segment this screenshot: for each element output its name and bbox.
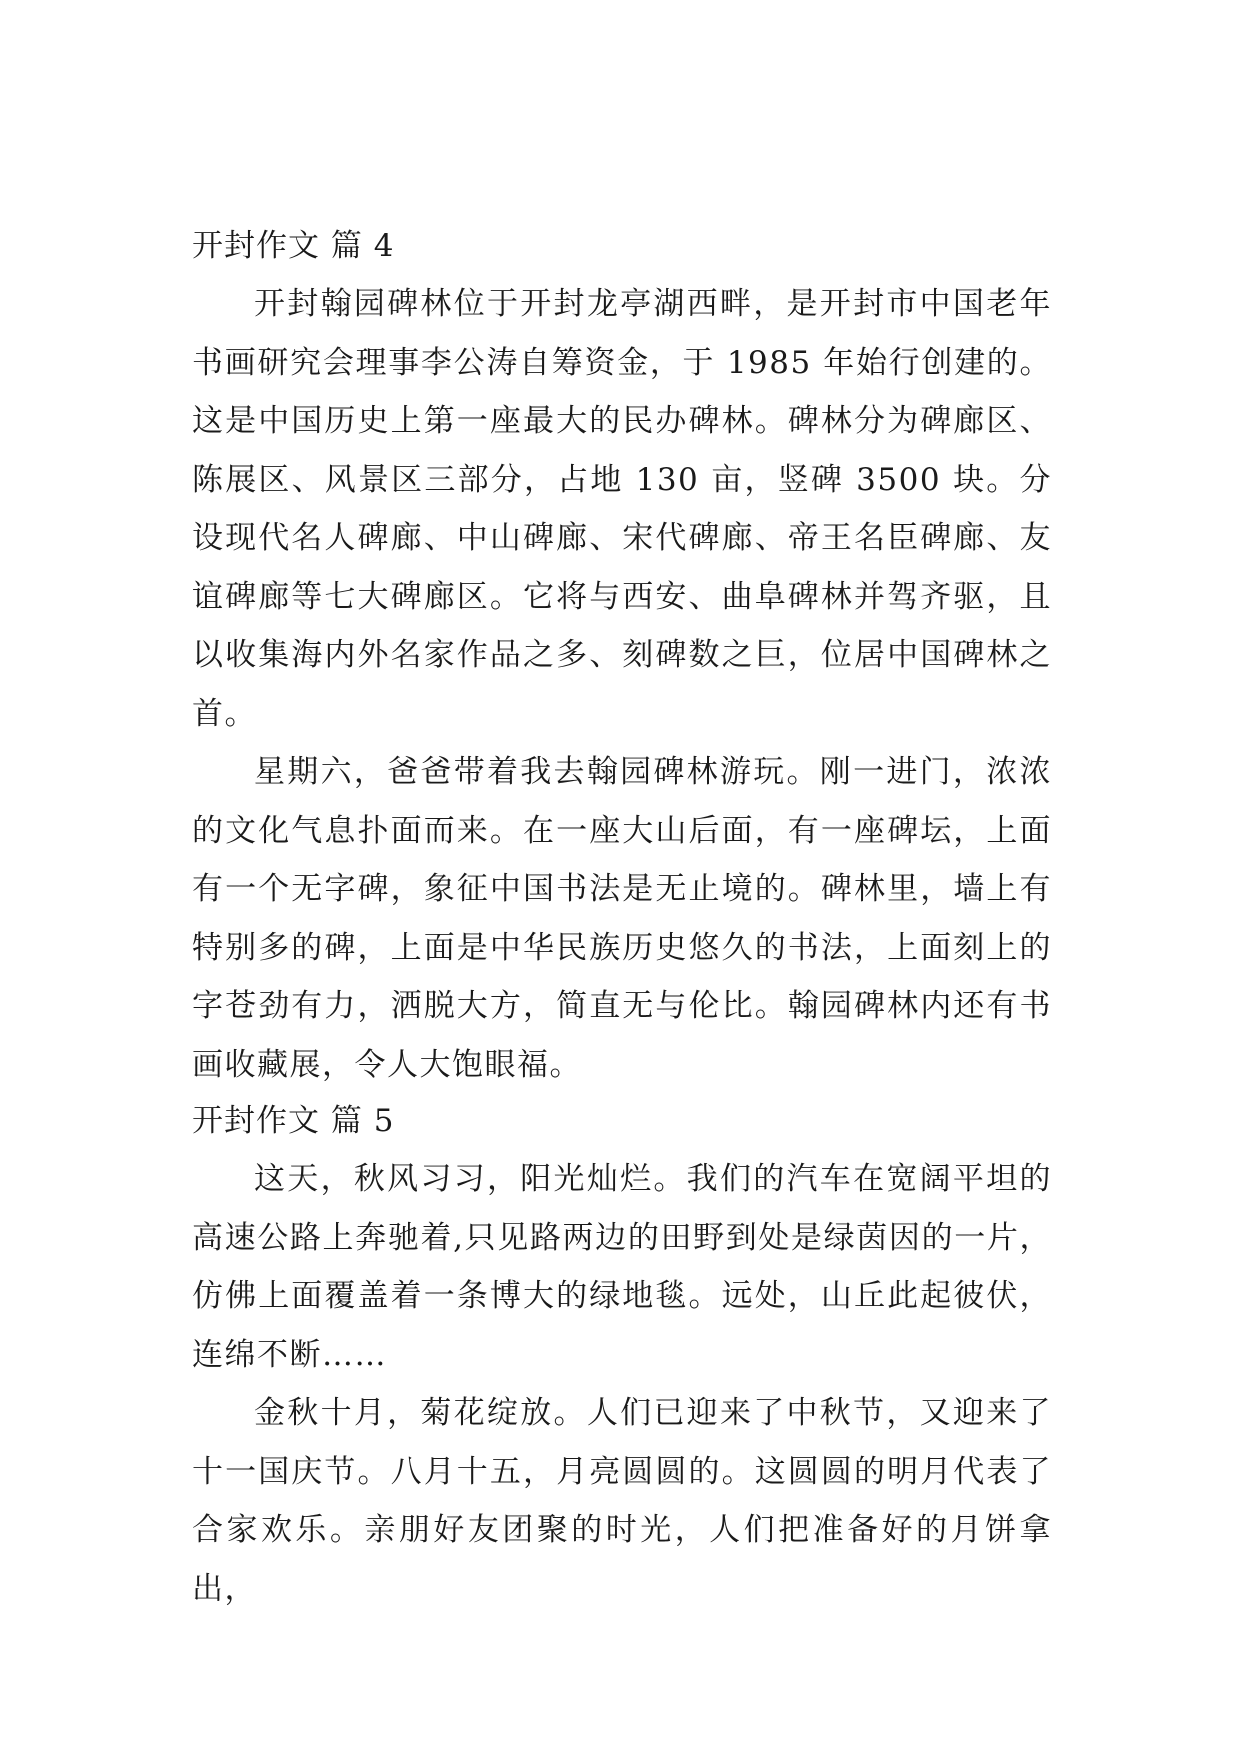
paragraph: 星期六，爸爸带着我去翰园碑林游玩。刚一进门，浓浓的文化气息扑面而来。在一座大山后面，有一座碑坛，上面有一个无字碑，象征中国书法是无止境的。碑林里，墙上有特别多的碑，上面是中华民族历史悠久的书法，上面刻上的字苍劲有力，洒脱大方，简直无与伦比。翰园碑林内还有书画收藏展，令人大饱眼福。 [192,754,1052,1083]
paragraph: 这天，秋风习习，阳光灿烂。我们的汽车在宽阔平坦的高速公路上奔驰着,只见路两边的田野到处是绿茵因的一片，仿佛上面覆盖着一条博大的绿地毯。远处，山丘此起彼伏，连绵不断…… [192,1161,1052,1373]
section-heading: 开封作文 篇 5 [192,1103,395,1139]
paragraph: 开封翰园碑林位于开封龙亭湖西畔，是开封市中国老年书画研究会理事李公涛自筹资金，于 1985 年始行创建的。这是中国历史上第一座最大的民办碑林。碑林分为碑廊区、陈展区、风景区三部分，占地 130 亩，竖碑 3500 块。分设现代名人碑廊、中山碑廊、宋代碑廊、帝王名臣碑廊、友谊碑廊等七大碑廊区。它将与西安、曲阜碑林并驾齐驱，且以收集海内外名家作品之多、刻碑数之巨，位居中国碑林之首。 [192,286,1052,732]
essay-section-5 [192,1092,1052,1618]
paragraph: 金秋十月，菊花绽放。人们已迎来了中秋节，又迎来了十一国庆节。八月十五，月亮圆圆的。这圆圆的明月代表了合家欢乐。亲朋好友团聚的时光，人们把准备好的月饼拿出， [192,1395,1052,1607]
section-heading: 开封作文 篇 4 [192,228,395,264]
essay-section-4 [192,217,1052,1094]
